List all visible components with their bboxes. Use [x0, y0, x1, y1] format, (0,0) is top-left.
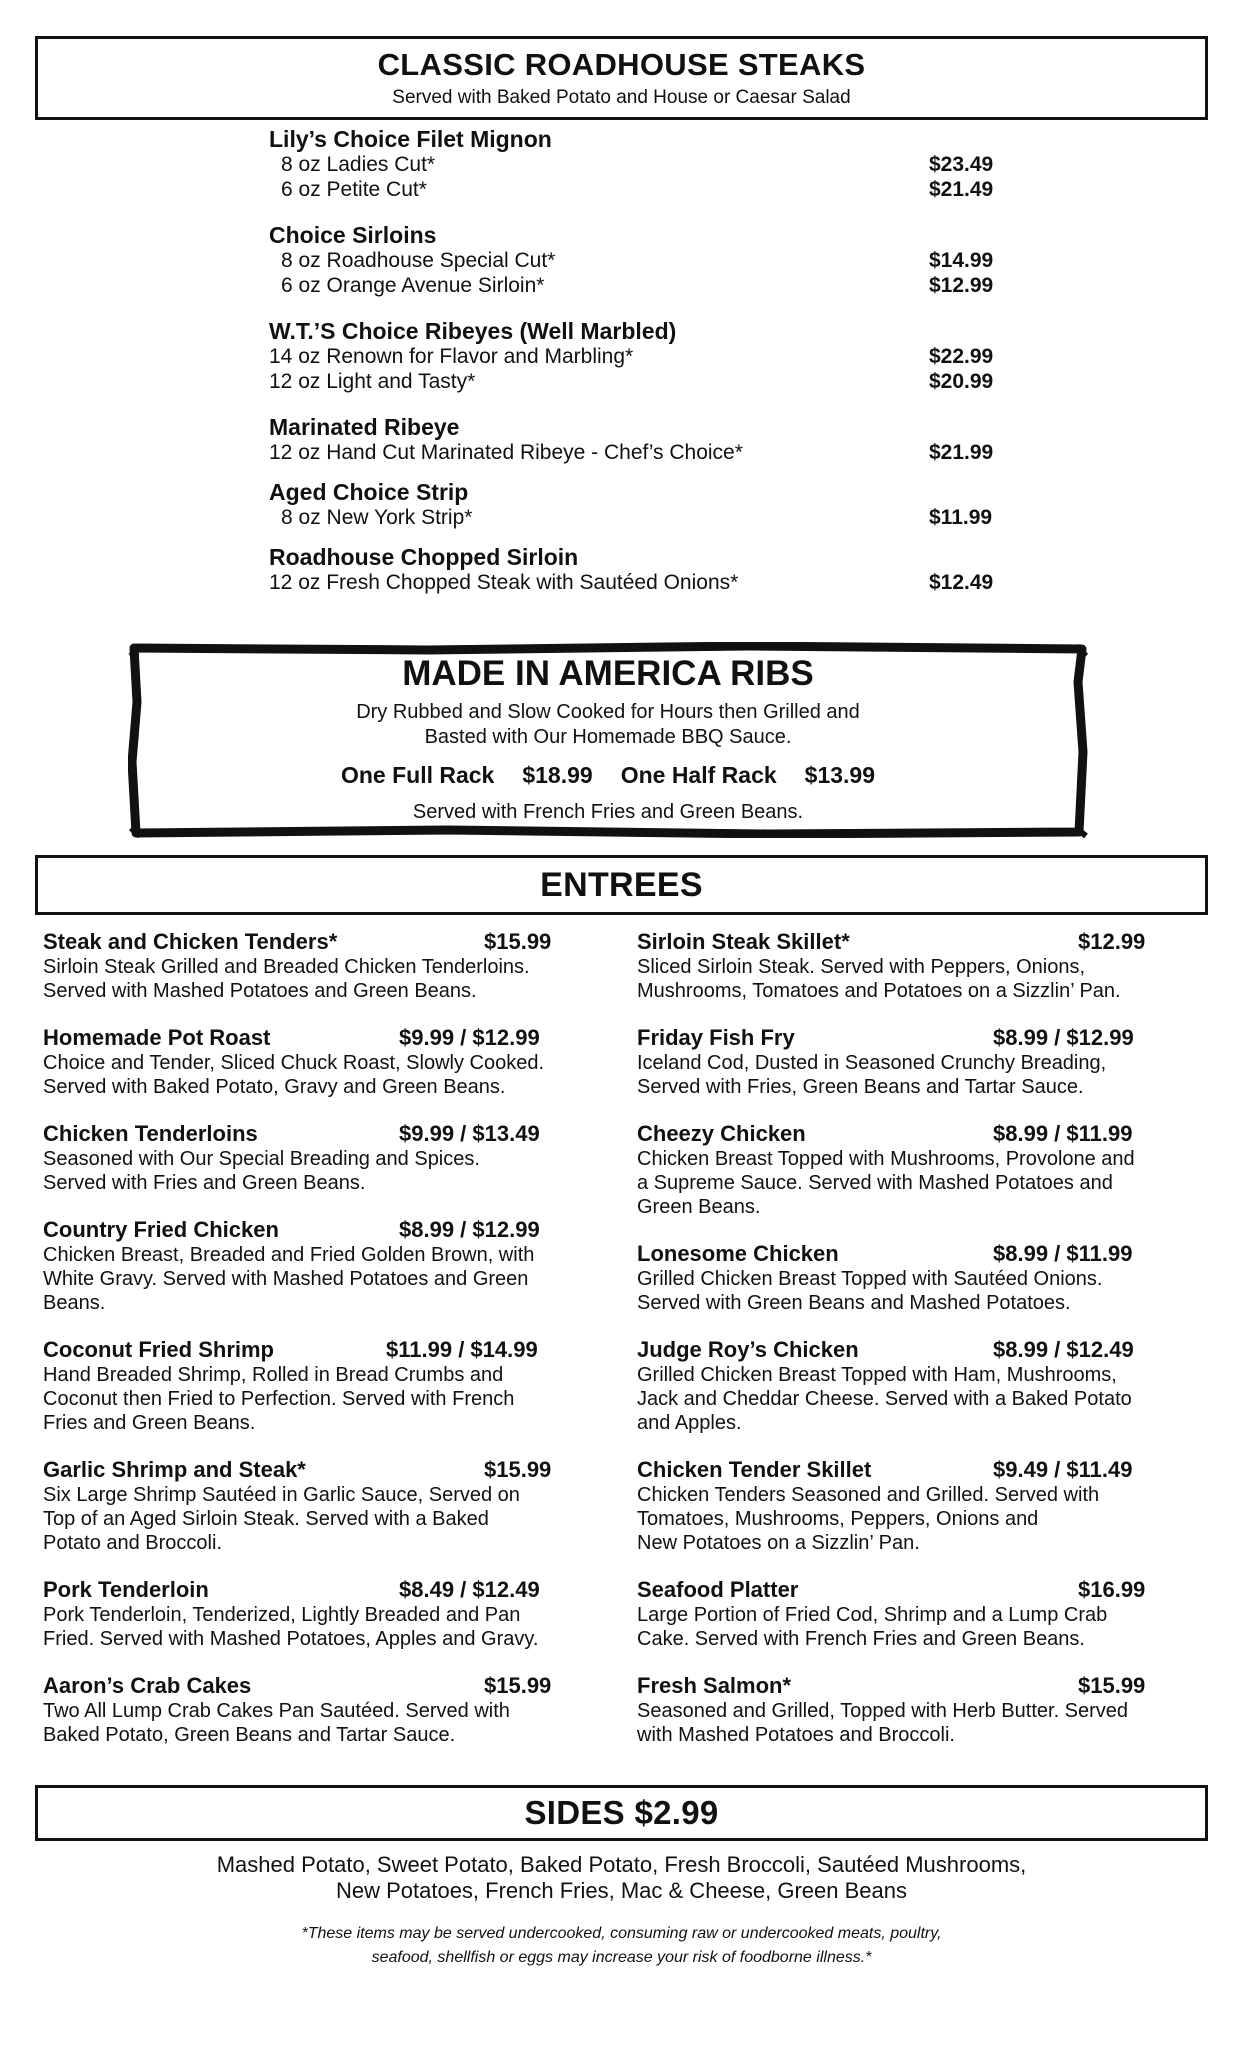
entree-name: Judge Roy’s Chicken — [637, 1337, 859, 1362]
steaks-title: CLASSIC ROADHOUSE STEAKS — [377, 47, 866, 82]
steak-item — [269, 440, 999, 465]
sides-header-box — [35, 1785, 1208, 1841]
entrees-left-column — [43, 929, 623, 1769]
entree-name: Steak and Chicken Tenders* — [43, 929, 338, 954]
steaks-list — [269, 126, 999, 615]
entree-description — [43, 1243, 623, 1315]
entree-desc-line: with Mashed Potatoes and Broccoli. — [637, 1724, 955, 1746]
ribs-prices — [128, 762, 1088, 789]
entree-heading — [43, 1121, 623, 1147]
entree-desc-line: Coconut then Fried to Perfection. Served with French — [43, 1388, 515, 1410]
steak-item-price: $22.99 — [929, 345, 994, 368]
steak-group-name: W.T.’S Choice Ribeyes (Well Marbled) — [269, 318, 677, 344]
entree-price: $8.99 / $11.99 — [993, 1241, 1133, 1266]
entree-name: Fresh Salmon* — [637, 1673, 792, 1698]
entree-heading — [637, 1337, 1217, 1363]
entree-price: $8.99 / $11.99 — [993, 1121, 1133, 1146]
entree-price: $12.99 — [1078, 929, 1146, 954]
entree-desc-line: Seasoned and Grilled, Topped with Herb Butter. Served — [637, 1700, 1129, 1722]
steak-item — [269, 369, 999, 394]
entree-item — [637, 1673, 1217, 1747]
entree-item — [637, 929, 1217, 1003]
entree-desc-line: Two All Lump Crab Cakes Pan Sautéed. Served with — [43, 1700, 510, 1722]
entree-desc-line: Iceland Cod, Dusted in Seasoned Crunchy Breading, — [637, 1052, 1107, 1074]
steak-group-name: Marinated Ribeye — [269, 414, 460, 440]
entree-price: $8.49 / $12.49 — [399, 1577, 540, 1602]
entree-heading — [637, 1577, 1217, 1603]
entree-desc-line: Fries and Green Beans. — [43, 1412, 256, 1434]
entree-heading — [43, 929, 623, 955]
entree-heading — [637, 1025, 1217, 1051]
steak-group — [269, 222, 999, 298]
entree-desc-line: and Apples. — [637, 1412, 742, 1434]
entree-description — [637, 1051, 1217, 1099]
entree-item — [637, 1337, 1217, 1435]
entree-price: $9.99 / $13.49 — [399, 1121, 540, 1146]
entree-price: $8.99 / $12.99 — [993, 1025, 1134, 1050]
entree-desc-line: Chicken Tenders Seasoned and Grilled. Served with — [637, 1484, 1100, 1506]
entree-name: Homemade Pot Roast — [43, 1025, 271, 1050]
entree-desc-line: Mushrooms, Tomatoes and Potatoes on a Sizzlin’ Pan. — [637, 980, 1121, 1002]
steak-group — [269, 544, 999, 595]
entree-desc-line: Seasoned with Our Special Breading and Spices. — [43, 1148, 480, 1170]
sides-title: SIDES $2.99 — [524, 1794, 719, 1831]
entree-description — [637, 1483, 1217, 1555]
entree-description — [43, 955, 623, 1003]
entree-name: Country Fried Chicken — [43, 1217, 279, 1242]
entree-item — [43, 1217, 623, 1315]
entree-name: Coconut Fried Shrimp — [43, 1337, 274, 1362]
entree-desc-line: Chicken Breast, Breaded and Fried Golden Brown, with — [43, 1244, 535, 1266]
steak-item-label: 6 oz Petite Cut* — [281, 178, 427, 201]
note-line: *These items may be served undercooked, consuming raw or undercooked meats, poultry, — [301, 1925, 942, 1942]
entree-desc-line: Served with Fries and Green Beans. — [43, 1172, 366, 1194]
entree-desc-line: Baked Potato, Green Beans and Tartar Sauce. — [43, 1724, 456, 1746]
entree-description — [637, 955, 1217, 1003]
entree-price: $15.99 — [1078, 1673, 1146, 1698]
steak-item — [269, 248, 999, 273]
entree-desc-line: Green Beans. — [637, 1196, 761, 1218]
entrees-header-box — [35, 855, 1208, 915]
entree-desc-line: Beans. — [43, 1292, 106, 1314]
entree-heading — [637, 1241, 1217, 1267]
sides-line: New Potatoes, French Fries, Mac & Cheese, Green Beans — [335, 1878, 908, 1903]
ribs-desc-line: Dry Rubbed and Slow Cooked for Hours then Grilled and — [356, 701, 860, 723]
entree-description — [637, 1147, 1217, 1219]
entree-heading — [43, 1457, 623, 1483]
entree-name: Friday Fish Fry — [637, 1025, 795, 1050]
entree-price: $9.49 / $11.49 — [993, 1457, 1133, 1482]
entree-item — [43, 1577, 623, 1651]
entree-item — [43, 929, 623, 1003]
steaks-header-box — [35, 36, 1208, 120]
half-rack-label: One Half Rack — [620, 762, 777, 788]
entree-desc-line: Sliced Sirloin Steak. Served with Peppers, Onions, — [637, 956, 1085, 978]
entree-desc-line: Cake. Served with French Fries and Green Beans. — [637, 1628, 1085, 1650]
steak-item-label: 12 oz Fresh Chopped Steak with Sautéed Onions* — [269, 571, 739, 594]
entree-heading — [43, 1217, 623, 1243]
steak-item — [269, 505, 999, 530]
steak-group — [269, 479, 999, 530]
entree-item — [637, 1241, 1217, 1315]
entrees-title: ENTREES — [540, 866, 703, 904]
full-rack-price: $18.99 — [522, 762, 593, 788]
ribs-box — [128, 642, 1088, 838]
ribs-description — [128, 700, 1088, 750]
entree-item — [43, 1457, 623, 1555]
steak-item-label: 8 oz Ladies Cut* — [281, 153, 436, 176]
steak-item-label: 6 oz Orange Avenue Sirloin* — [281, 274, 545, 297]
entrees-right-column — [637, 929, 1217, 1769]
note-line: seafood, shellfish or eggs may increase your risk of foodborne illness.* — [371, 1949, 872, 1966]
ribs-desc-line: Basted with Our Homemade BBQ Sauce. — [424, 726, 792, 748]
entree-desc-line: New Potatoes on a Sizzlin’ Pan. — [637, 1532, 920, 1554]
ribs-content — [128, 642, 1088, 838]
entree-desc-line: Potato and Broccoli. — [43, 1532, 222, 1554]
food-safety-note — [0, 1922, 1243, 1970]
entree-heading — [637, 929, 1217, 955]
entree-price: $16.99 — [1078, 1577, 1146, 1602]
entree-heading — [637, 1673, 1217, 1699]
steak-item — [269, 273, 999, 298]
entree-name: Aaron’s Crab Cakes — [43, 1673, 252, 1698]
entree-heading — [43, 1337, 623, 1363]
steak-group — [269, 126, 999, 202]
entree-desc-line: Hand Breaded Shrimp, Rolled in Bread Crumbs and — [43, 1364, 504, 1386]
steak-item — [269, 152, 999, 177]
entree-name: Chicken Tender Skillet — [637, 1457, 872, 1482]
entree-name: Seafood Platter — [637, 1577, 799, 1602]
steak-group-name: Lily’s Choice Filet Mignon — [269, 126, 552, 152]
entree-desc-line: Top of an Aged Sirloin Steak. Served with a Baked — [43, 1508, 489, 1530]
entree-name: Cheezy Chicken — [637, 1121, 806, 1146]
steak-item-label: 8 oz New York Strip* — [281, 506, 473, 529]
entree-heading — [43, 1577, 623, 1603]
steak-group-name: Choice Sirloins — [269, 222, 437, 248]
entree-price: $15.99 — [484, 929, 552, 954]
entree-name: Garlic Shrimp and Steak* — [43, 1457, 306, 1482]
entree-desc-line: Served with Green Beans and Mashed Potatoes. — [637, 1292, 1071, 1314]
steak-item-price: $21.99 — [929, 441, 994, 464]
entree-desc-line: Served with Fries, Green Beans and Tartar Sauce. — [637, 1076, 1084, 1098]
entree-description — [43, 1147, 623, 1195]
entree-item — [43, 1337, 623, 1435]
steak-item-price: $20.99 — [929, 370, 994, 393]
entree-description — [43, 1363, 623, 1435]
entree-desc-line: Fried. Served with Mashed Potatoes, Apples and Gravy. — [43, 1628, 539, 1650]
entree-description — [43, 1699, 623, 1747]
entree-desc-line: Served with Mashed Potatoes and Green Beans. — [43, 980, 477, 1002]
entree-desc-line: Served with Baked Potato, Gravy and Green Beans. — [43, 1076, 506, 1098]
entree-desc-line: Six Large Shrimp Sautéed in Garlic Sauce, Served on — [43, 1484, 520, 1506]
steak-item-price: $12.49 — [929, 571, 994, 594]
steak-item — [269, 177, 999, 202]
entree-heading — [43, 1025, 623, 1051]
entree-description — [43, 1603, 623, 1651]
steak-item-price: $23.49 — [929, 153, 994, 176]
steak-item-label: 12 oz Hand Cut Marinated Ribeye - Chef’s Choice* — [269, 441, 743, 464]
entree-name: Lonesome Chicken — [637, 1241, 839, 1266]
entree-desc-line: Jack and Cheddar Cheese. Served with a Baked Potato — [637, 1388, 1132, 1410]
entree-description — [637, 1267, 1217, 1315]
entree-price: $8.99 / $12.49 — [993, 1337, 1134, 1362]
entree-desc-line: White Gravy. Served with Mashed Potatoes and Green — [43, 1268, 529, 1290]
ribs-title: MADE IN AMERICA RIBS — [402, 654, 814, 693]
entree-price: $9.99 / $12.99 — [399, 1025, 540, 1050]
half-rack-price: $13.99 — [804, 762, 876, 788]
entree-desc-line: a Supreme Sauce. Served with Mashed Potatoes and — [637, 1172, 1113, 1194]
steaks-subtitle: Served with Baked Potato and House or Caesar Salad — [392, 87, 851, 108]
entree-desc-line: Choice and Tender, Sliced Chuck Roast, Slowly Cooked. — [43, 1052, 545, 1074]
entree-item — [43, 1025, 623, 1099]
entree-heading — [637, 1457, 1217, 1483]
entree-desc-line: Pork Tenderloin, Tenderized, Lightly Breaded and Pan — [43, 1604, 521, 1626]
steak-item — [269, 344, 999, 369]
entree-name: Chicken Tenderloins — [43, 1121, 258, 1146]
entree-description — [637, 1363, 1217, 1435]
steak-item-price: $11.99 — [929, 506, 993, 529]
steak-item-label: 8 oz Roadhouse Special Cut* — [281, 249, 556, 272]
ribs-served-with: Served with French Fries and Green Beans. — [412, 801, 804, 823]
entree-item — [43, 1673, 623, 1747]
entree-desc-line: Large Portion of Fried Cod, Shrimp and a Lump Crab — [637, 1604, 1108, 1626]
entree-description — [637, 1699, 1217, 1747]
steak-item-price: $21.49 — [929, 178, 994, 201]
steak-item-label: 12 oz Light and Tasty* — [269, 370, 476, 393]
steak-group-name: Aged Choice Strip — [269, 479, 469, 505]
entree-item — [637, 1577, 1217, 1651]
steak-group — [269, 318, 999, 394]
sides-line: Mashed Potato, Sweet Potato, Baked Potato, Fresh Broccoli, Sautéed Mushrooms, — [216, 1852, 1027, 1877]
steak-item — [269, 570, 999, 595]
steak-item-price: $14.99 — [929, 249, 994, 272]
entree-desc-line: Tomatoes, Mushrooms, Peppers, Onions and — [637, 1508, 1039, 1530]
entree-desc-line: Sirloin Steak Grilled and Breaded Chicken Tenderloins. — [43, 956, 530, 978]
entree-desc-line: Grilled Chicken Breast Topped with Ham, Mushrooms, — [637, 1364, 1117, 1386]
entree-name: Pork Tenderloin — [43, 1577, 209, 1602]
steak-item-label: 14 oz Renown for Flavor and Marbling* — [269, 345, 634, 368]
entree-description — [43, 1051, 623, 1099]
steak-group — [269, 414, 999, 465]
entree-item — [637, 1025, 1217, 1099]
entree-heading — [43, 1673, 623, 1699]
entree-price: $15.99 — [484, 1673, 552, 1698]
entree-name: Sirloin Steak Skillet* — [637, 929, 850, 954]
entree-price: $15.99 — [484, 1457, 552, 1482]
entree-desc-line: Grilled Chicken Breast Topped with Sautéed Onions. — [637, 1268, 1103, 1290]
entree-price: $11.99 / $14.99 — [386, 1337, 538, 1362]
entree-desc-line: Chicken Breast Topped with Mushrooms, Provolone and — [637, 1148, 1135, 1170]
entree-description — [43, 1483, 623, 1555]
entree-price: $8.99 / $12.99 — [399, 1217, 540, 1242]
steak-group-name: Roadhouse Chopped Sirloin — [269, 544, 579, 570]
entree-item — [43, 1121, 623, 1195]
entree-item — [637, 1121, 1217, 1219]
entree-description — [637, 1603, 1217, 1651]
sides-list — [0, 1852, 1243, 1904]
full-rack-label: One Full Rack — [340, 762, 495, 788]
entree-heading — [637, 1121, 1217, 1147]
entree-item — [637, 1457, 1217, 1555]
steak-item-price: $12.99 — [929, 274, 994, 297]
